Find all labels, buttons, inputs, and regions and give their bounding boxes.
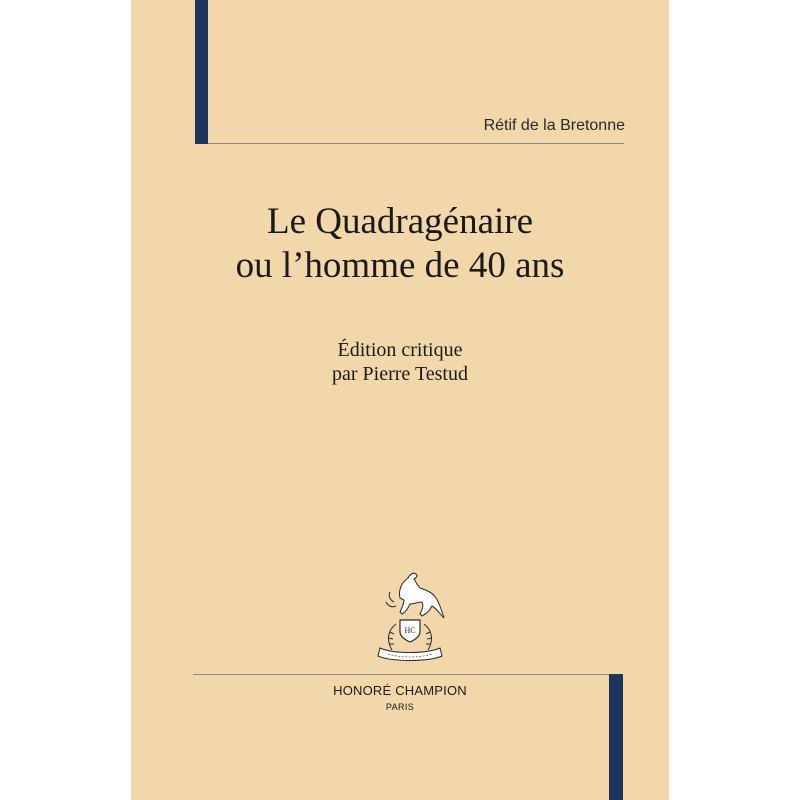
- title-line-2: ou l’homme de 40 ans: [235, 245, 565, 286]
- publisher-name: HONORÉ CHAMPION: [333, 683, 467, 698]
- author-name: Rétif de la Bretonne: [483, 117, 625, 134]
- edition-line-2: par Pierre Testud: [332, 363, 468, 385]
- top-divider: [208, 143, 624, 144]
- emblem-monogram: HC: [404, 626, 416, 635]
- top-accent-bar: [195, 0, 208, 144]
- title-line-1: Le Quadragénaire: [266, 201, 534, 242]
- edition-line-1: Édition critique: [337, 339, 463, 361]
- bottom-accent-bar: [609, 674, 623, 800]
- publisher-horse-emblem-icon: [370, 568, 450, 668]
- publisher-city: PARIS: [385, 702, 415, 712]
- book-title: [150, 200, 650, 288]
- bottom-divider: [193, 674, 609, 675]
- edition-info: [150, 338, 650, 386]
